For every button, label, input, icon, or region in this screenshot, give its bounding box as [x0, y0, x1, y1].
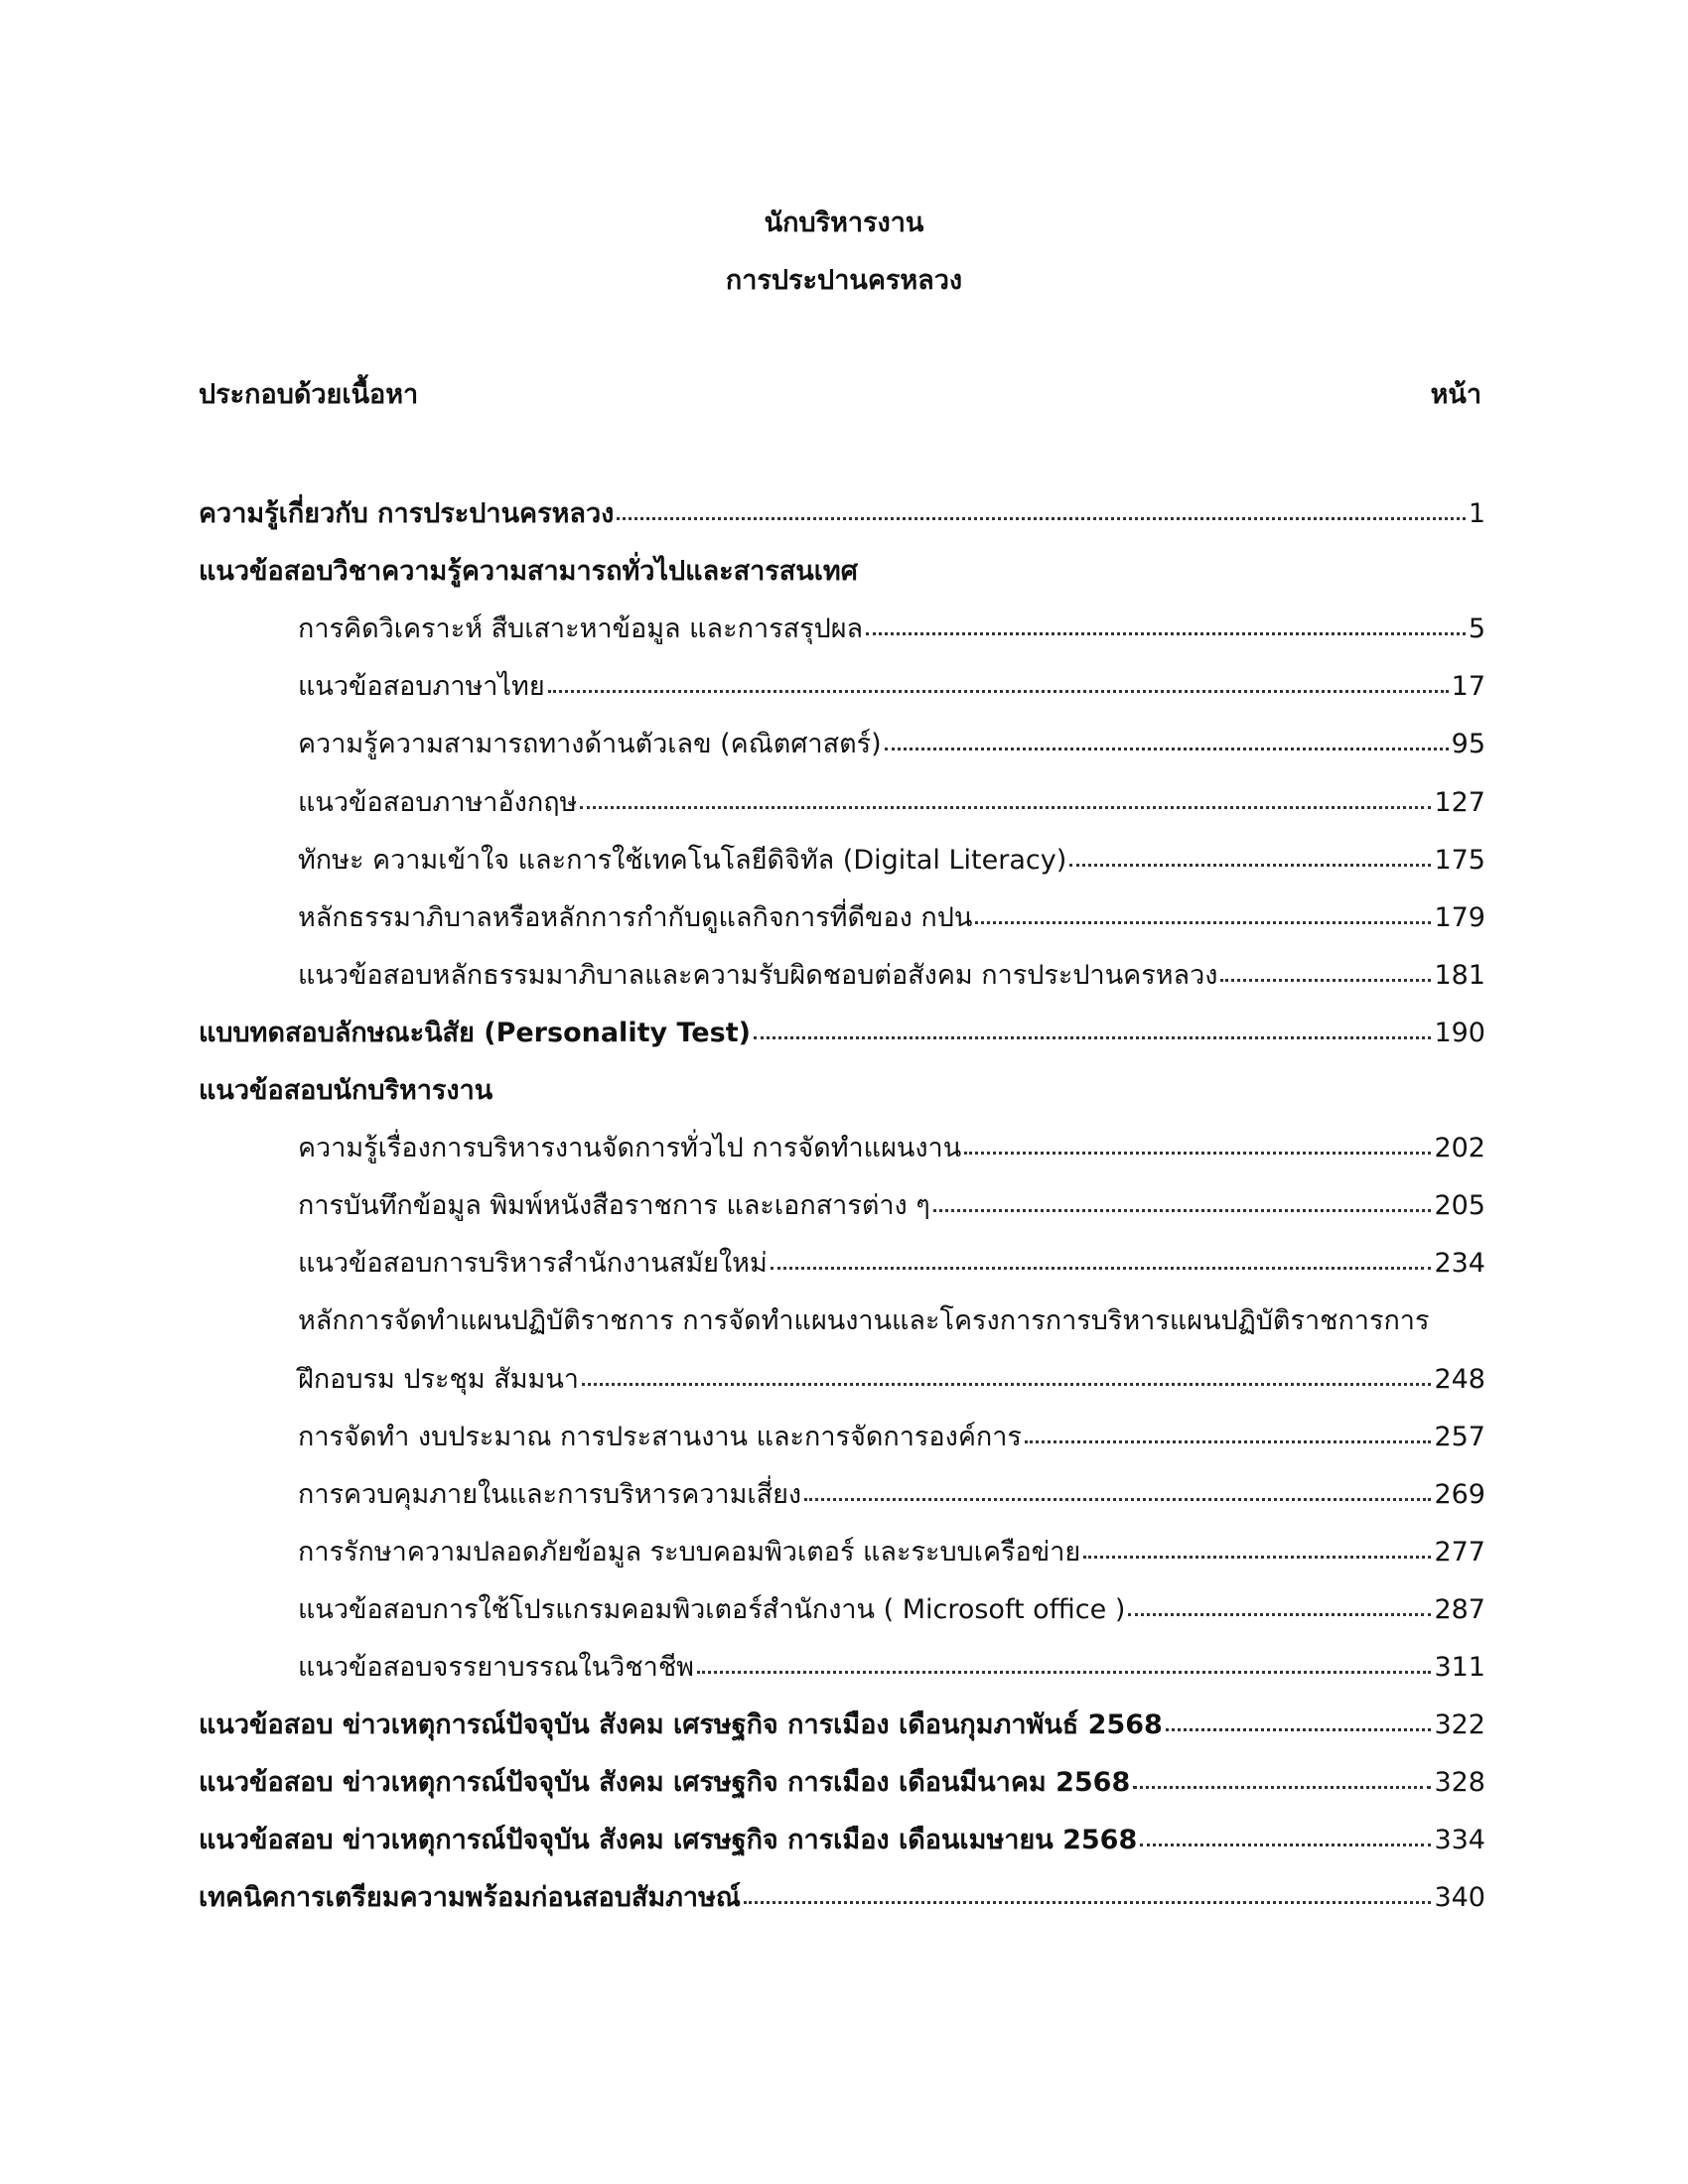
toc-entry-page-number: 127 [1434, 787, 1485, 818]
toc-entry-page-number: 17 [1451, 671, 1485, 702]
toc-entry [298, 1244, 1485, 1284]
toc-entry-title: แนวข้อสอบภาษาไทย [298, 671, 545, 702]
toc-entry [199, 1821, 1485, 1860]
toc-entry-title: แนวข้อสอบ ข่าวเหตุการณ์ปัจจุบัน สังคม เศรษฐกิจ การเมือง เดือนมีนาคม 2568 [199, 1767, 1131, 1798]
toc-entry-page-number: 311 [1434, 1652, 1485, 1683]
toc-entry-title: แนวข้อสอบการใช้โปรแกรมคอมพิวเตอร์สำนักงาน ( Microsoft office ) [298, 1594, 1126, 1625]
dot-leader [1069, 860, 1431, 867]
toc-entry [298, 1360, 1485, 1400]
dot-leader [1025, 1436, 1432, 1443]
toc-entry-title: หลักธรรมาภิบาลหรือหลักการกำกับดูแลกิจการที่ดีของ กปน [298, 902, 973, 933]
toc-entry [298, 610, 1485, 649]
toc-entry [199, 1706, 1485, 1745]
toc-entry [298, 1648, 1485, 1688]
toc-entry-title: แบบทดสอบลักษณะนิสัย (Personality Test) [199, 1018, 751, 1048]
toc-header [199, 375, 1481, 415]
toc-entry-page-number: 179 [1434, 902, 1485, 933]
toc-entry-title: แนวข้อสอบหลักธรรมมาภิบาลและความรับผิดชอบต่อสังคม การประปานครหลวง [298, 960, 1218, 991]
toc-entry-page-number: 5 [1468, 614, 1485, 644]
dot-leader [1083, 1552, 1431, 1559]
toc-entry-page-number: 181 [1434, 960, 1485, 991]
toc-entry-title: การจัดทำ งบประมาณ การประสานงาน และการจัดการองค์การ [298, 1422, 1022, 1452]
toc-entry [199, 552, 1485, 592]
toc-entry-title: ฝึกอบรม ประชุม สัมมนา [298, 1364, 579, 1395]
dot-leader [744, 1897, 1432, 1904]
toc-entry-title: การควบคุมภายในและการบริหารความเสี่ยง [298, 1479, 802, 1510]
dot-leader [617, 513, 1466, 520]
dot-leader [804, 1494, 1431, 1501]
document-title: นักบริหารงาน [764, 207, 924, 238]
dot-leader [866, 628, 1466, 635]
dot-leader [1128, 1609, 1431, 1616]
toc-entry-title: แนวข้อสอบ ข่าวเหตุการณ์ปัจจุบัน สังคม เศรษฐกิจ การเมือง เดือนเมษายน 2568 [199, 1825, 1138, 1855]
dot-leader [1166, 1724, 1432, 1731]
toc-entry-title: เทคนิคการเตรียมความพร้อมก่อนสอบสัมภาษณ์ [199, 1882, 741, 1913]
toc-entry-page-number: 248 [1434, 1364, 1485, 1395]
dot-leader [885, 744, 1449, 751]
toc-entry [298, 1475, 1485, 1515]
toc-entry [298, 1533, 1485, 1572]
document-subtitle: การประปานครหลวง [725, 265, 963, 296]
toc-header-contents-label: ประกอบด้วยเนื้อหา [199, 379, 419, 410]
toc-entry-page-number: 269 [1434, 1479, 1485, 1510]
toc-entry-page-number: 1 [1468, 498, 1485, 529]
toc-entry [298, 1186, 1485, 1226]
toc-entry [298, 956, 1485, 996]
dot-leader [933, 1205, 1432, 1212]
toc-entry-page-number: 340 [1434, 1882, 1485, 1913]
toc-entry-title: ทักษะ ความเข้าใจ และการใช้เทคโนโลยีดิจิทัล (Digital Literacy) [298, 845, 1067, 876]
dot-leader [1133, 1782, 1431, 1789]
toc-entry-page-number: 334 [1434, 1825, 1485, 1855]
toc-entry-page-number: 95 [1451, 729, 1485, 759]
toc-entry [298, 1590, 1485, 1630]
toc-entry-page-number: 322 [1434, 1709, 1485, 1740]
toc-entry-title: แนวข้อสอบนักบริหารงาน [199, 1075, 493, 1106]
dot-leader [582, 1379, 1432, 1386]
toc-entry-title: แนวข้อสอบภาษาอังกฤษ [298, 787, 578, 818]
dot-leader [1140, 1840, 1431, 1846]
toc-entry-title: ความรู้เรื่องการบริหารงานจัดการทั่วไป การจัดทำแผนงาน [298, 1133, 962, 1163]
toc-entry [199, 1071, 1485, 1111]
toc-entry [298, 898, 1485, 938]
toc-entry [199, 494, 1485, 534]
toc-entry [298, 725, 1485, 764]
toc-entry-page-number: 205 [1434, 1190, 1485, 1221]
toc-entry-page-number: 277 [1434, 1537, 1485, 1568]
toc-entry-page-number: 190 [1434, 1018, 1485, 1048]
toc-entry [298, 1301, 1485, 1341]
dot-leader [580, 802, 1431, 809]
toc-entry-title: การบันทึกข้อมูล พิมพ์หนังสือราชการ และเอกสารต่าง ๆ [298, 1190, 930, 1221]
toc-entry [298, 667, 1485, 707]
dot-leader [548, 686, 1449, 693]
toc-entry-page-number: 234 [1434, 1248, 1485, 1279]
toc-entry [199, 1014, 1485, 1053]
dot-leader [964, 1148, 1431, 1155]
dot-leader [975, 917, 1431, 924]
toc-entry [199, 1878, 1485, 1918]
toc-entry [298, 841, 1485, 881]
dot-leader [1220, 975, 1431, 982]
toc-entry-page-number: 202 [1434, 1133, 1485, 1163]
toc-entry-title: แนวข้อสอบจรรยาบรรณในวิชาชีพ [298, 1652, 694, 1683]
toc-entry-page-number: 257 [1434, 1422, 1485, 1452]
dot-leader [754, 1032, 1432, 1039]
toc-entry-page-number: 175 [1434, 845, 1485, 876]
toc-entry-title: หลักการจัดทำแผนปฏิบัติราชการ การจัดทำแผนงานและโครงการการบริหารแผนปฏิบัติราชการการ [298, 1305, 1430, 1336]
toc-entry-title: ความรู้เกี่ยวกับ การประปานครหลวง [199, 498, 615, 529]
toc-entry-title: ความรู้ความสามารถทางด้านตัวเลข (คณิตศาสตร์) [298, 729, 882, 759]
toc-entry-title: แนวข้อสอบ ข่าวเหตุการณ์ปัจจุบัน สังคม เศรษฐกิจ การเมือง เดือนกุมภาพันธ์ 2568 [199, 1709, 1163, 1740]
toc-header-page-label: หน้า [1430, 379, 1481, 410]
toc-entry-title: แนวข้อสอบวิชาความรู้ความสามารถทั่วไปและสารสนเทศ [199, 556, 858, 587]
toc-entry [298, 783, 1485, 823]
toc-entry [298, 1418, 1485, 1457]
toc-entry-title: การรักษาความปลอดภัยข้อมูล ระบบคอมพิวเตอร์ และระบบเครือข่าย [298, 1537, 1081, 1568]
toc-entry [199, 1763, 1485, 1803]
toc-entry [298, 1129, 1485, 1168]
toc-entry-page-number: 287 [1434, 1594, 1485, 1625]
dot-leader [771, 1263, 1432, 1270]
dot-leader [697, 1667, 1432, 1674]
toc-entry-page-number: 328 [1434, 1767, 1485, 1798]
toc-entry-title: แนวข้อสอบการบริหารสำนักงานสมัยใหม่ [298, 1248, 768, 1279]
toc-entry-title: การคิดวิเคราะห์ สืบเสาะหาข้อมูล และการสรุปผล [298, 614, 864, 644]
